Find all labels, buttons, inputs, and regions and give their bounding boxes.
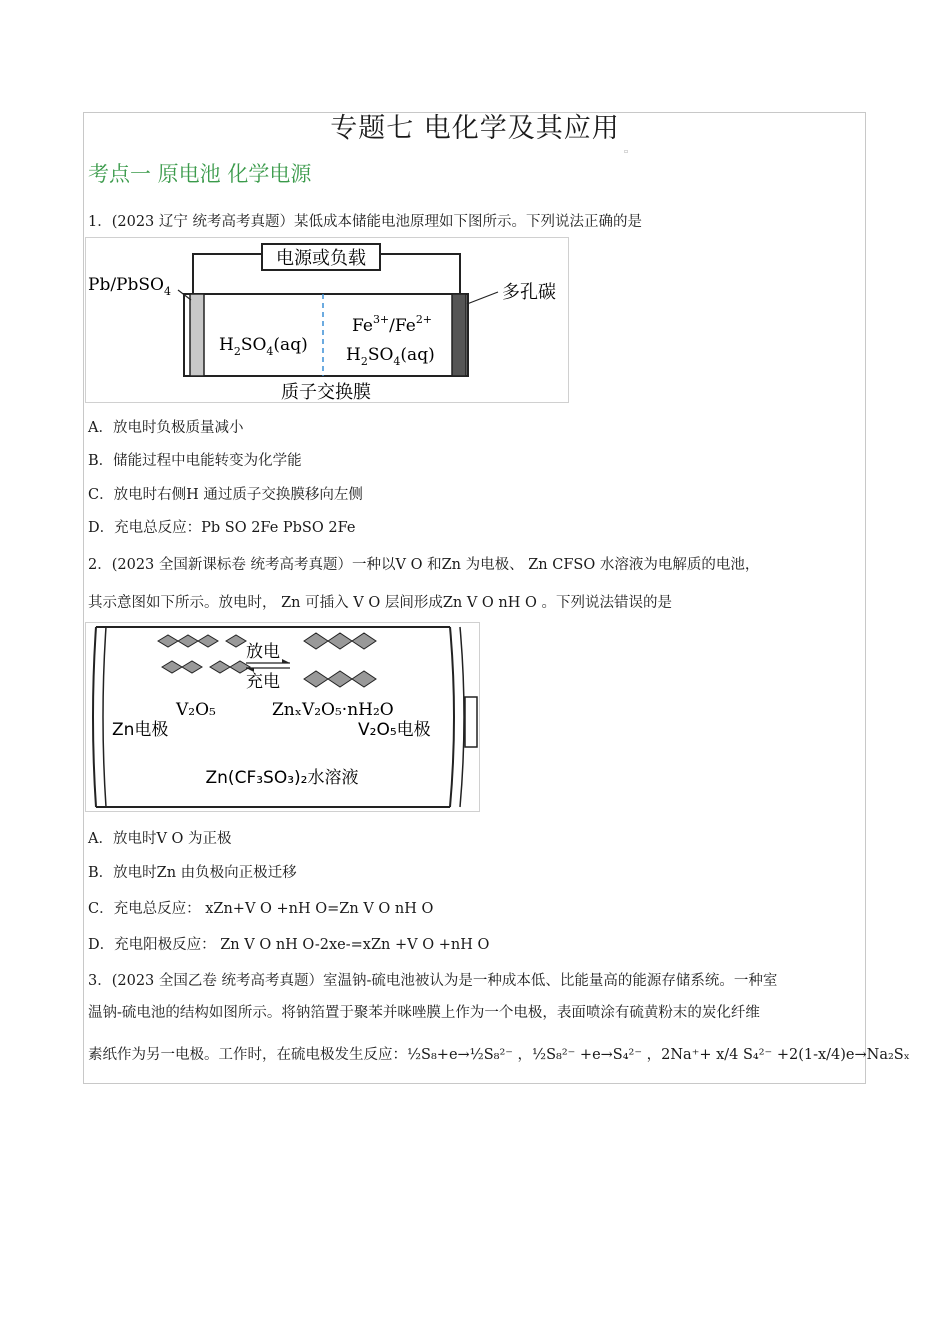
zn-electrode-label: Zn电极 xyxy=(112,720,169,740)
q3-line1: 3．(2023 全国乙卷 统考高考真题）室温钠-硫电池被认为是一种成本低、比能量高的能源存储系统。一种室 xyxy=(88,973,778,989)
q2-option-d: D．充电阳极反应： Zn V O nH O-2xe-=xZn +V O +nH O xyxy=(88,937,490,953)
q1-option-b: B．储能过程中电能转变为化学能 xyxy=(88,453,302,469)
dot-mark: ▫ xyxy=(624,148,629,155)
v2o5-label: V₂O₅ xyxy=(176,700,216,720)
load-label: 电源或负载 xyxy=(276,248,366,269)
section-heading: 考点一 原电池 化学电源 xyxy=(88,162,312,186)
right-ions-label: $Fe^{3+}/Fe^{2+}$ xyxy=(352,313,433,336)
q1-option-d: D．充电总反应：Pb SO 2Fe PbSO 2Fe xyxy=(88,520,356,536)
electrolyte-label: Zn(CF₃SO₃)₂水溶液 xyxy=(205,768,359,788)
q2-stem-a: 2．(2023 全国新课标卷 统考高考真题）一种以V O 和Zn 为电极、 Zn CFSO 水溶液为电解质的电池， xyxy=(88,557,760,573)
q1-option-c: C．放电时右侧H 通过质子交换膜移向左侧 xyxy=(88,487,363,503)
q2-option-a: A．放电时V O 为正极 xyxy=(88,831,232,847)
discharge-label: 放电 xyxy=(246,642,280,662)
charge-label: 充电 xyxy=(246,672,280,692)
q2-stem-b: 其示意图如下所示。放电时， Zn 可插入 V O 层间形成Zn V O nH O 。下列说法错误的是 xyxy=(88,595,673,611)
q2-option-c: C．充电总反应： xZn+V O +nH O=Zn V O nH O xyxy=(88,901,434,917)
left-electrode-label: Pb/PbSO$_4$ xyxy=(88,275,171,298)
battery-diagram xyxy=(86,238,568,402)
right-solution-label: $H_2SO_4(aq)$ xyxy=(346,345,435,368)
left-solution-label: $H_2SO_4(aq)$ xyxy=(219,335,308,358)
zinc-battery-diagram xyxy=(86,623,479,811)
q3-line2: 温钠-硫电池的结构如图所示。将钠箔置于聚苯并咪唑膜上作为一个电极，表面喷涂有硫黄粉末的炭化纤维 xyxy=(88,1005,760,1021)
right-electrode-label: 多孔碳 xyxy=(502,282,556,303)
q1-option-a: A．放电时负极质量减小 xyxy=(88,420,244,436)
q1-figure xyxy=(85,237,569,403)
v2o5-electrode-label: V₂O₅电极 xyxy=(358,720,431,740)
q3-equation: ½S₈+e→½S₈²⁻ ，½S₈²⁻ +e→S₄²⁻ ，2Na⁺+ x/4 S₄²⁻ +2(1-x/4)e→Na₂Sₓ xyxy=(407,1047,910,1063)
q2-option-b: B．放电时Zn 由负极向正极迁移 xyxy=(88,865,297,881)
q2-figure xyxy=(85,622,480,812)
q3-line3 xyxy=(88,1043,910,1064)
membrane-label: 质子交换膜 xyxy=(281,382,371,402)
page-title: 专题七 电化学及其应用 xyxy=(330,113,620,144)
q1-stem: 1．(2023 辽宁 统考高考真题）某低成本储能电池原理如下图所示。下列说法正确的是 xyxy=(88,214,642,230)
q3-line3-text: 素纸作为另一电极。工作时，在硫电极发生反应： xyxy=(88,1047,407,1063)
znv2o5-label: ZnₓV₂O₅·nH₂O xyxy=(272,700,394,720)
